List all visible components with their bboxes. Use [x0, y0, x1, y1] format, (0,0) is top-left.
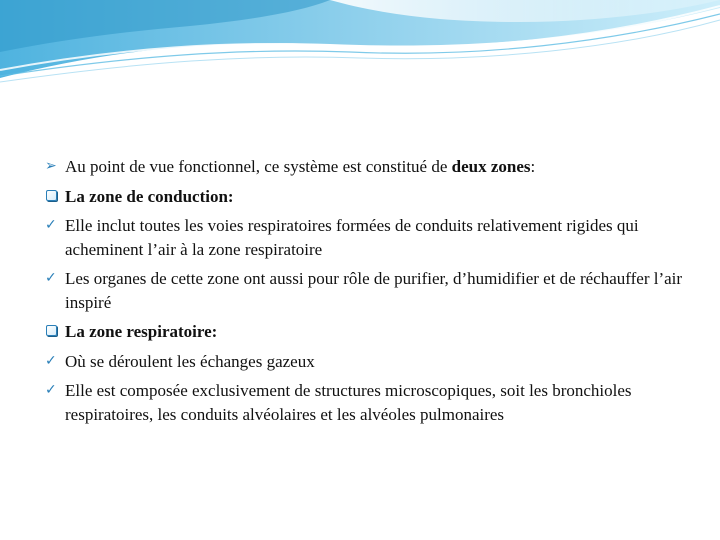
bullet-text	[65, 157, 535, 176]
bullet-text-part: :	[530, 157, 536, 176]
header-wave-decoration	[0, 0, 720, 90]
check-icon: ✓	[45, 382, 57, 398]
bullet-text	[65, 187, 234, 206]
bullet-text-part: Où se déroulent les échanges gazeux	[65, 351, 315, 371]
bullet-item	[46, 379, 686, 426]
bullet-item	[46, 267, 686, 314]
bullet-item	[46, 185, 686, 209]
bullet-text-bold: La zone respiratoire:	[65, 322, 218, 341]
bullet-list	[46, 155, 686, 432]
bullet-text-part: Elle inclut toutes les voies respiratoires formées de conduits relativement rigides qui acheminent l’air à la zone respiratoire	[65, 216, 639, 259]
bullet-text-part: Les organes de cette zone ont aussi pour rôle de purifier, d’humidifier et de réchauffer l’air inspiré	[65, 269, 683, 312]
arrow-icon: ➢	[45, 158, 57, 174]
check-icon: ✓	[45, 352, 57, 369]
square-bullet-icon	[46, 325, 57, 336]
bullet-text	[65, 269, 682, 312]
bullet-text-bold: deux zones	[451, 157, 531, 176]
square-bullet-icon	[46, 190, 57, 201]
bullet-text-bold: La zone de conduction:	[65, 186, 234, 206]
bullet-item	[46, 214, 686, 261]
bullet-text	[65, 352, 315, 371]
bullet-text	[65, 322, 217, 341]
bullet-text	[65, 216, 639, 259]
bullet-item	[46, 350, 686, 374]
bullet-text-part: Elle est composée exclusivement de structures microscopiques, soit les bronchioles respiratoires, les conduits alvéolaires et les alvéoles pulmonaires	[65, 381, 632, 424]
bullet-item	[46, 320, 686, 344]
bullet-text-part: Au point de vue fonctionnel, ce système est constitué de	[65, 157, 452, 176]
check-icon: ✓	[45, 270, 57, 286]
bullet-text	[65, 381, 632, 424]
check-icon: ✓	[45, 217, 57, 233]
bullet-item	[46, 155, 686, 179]
